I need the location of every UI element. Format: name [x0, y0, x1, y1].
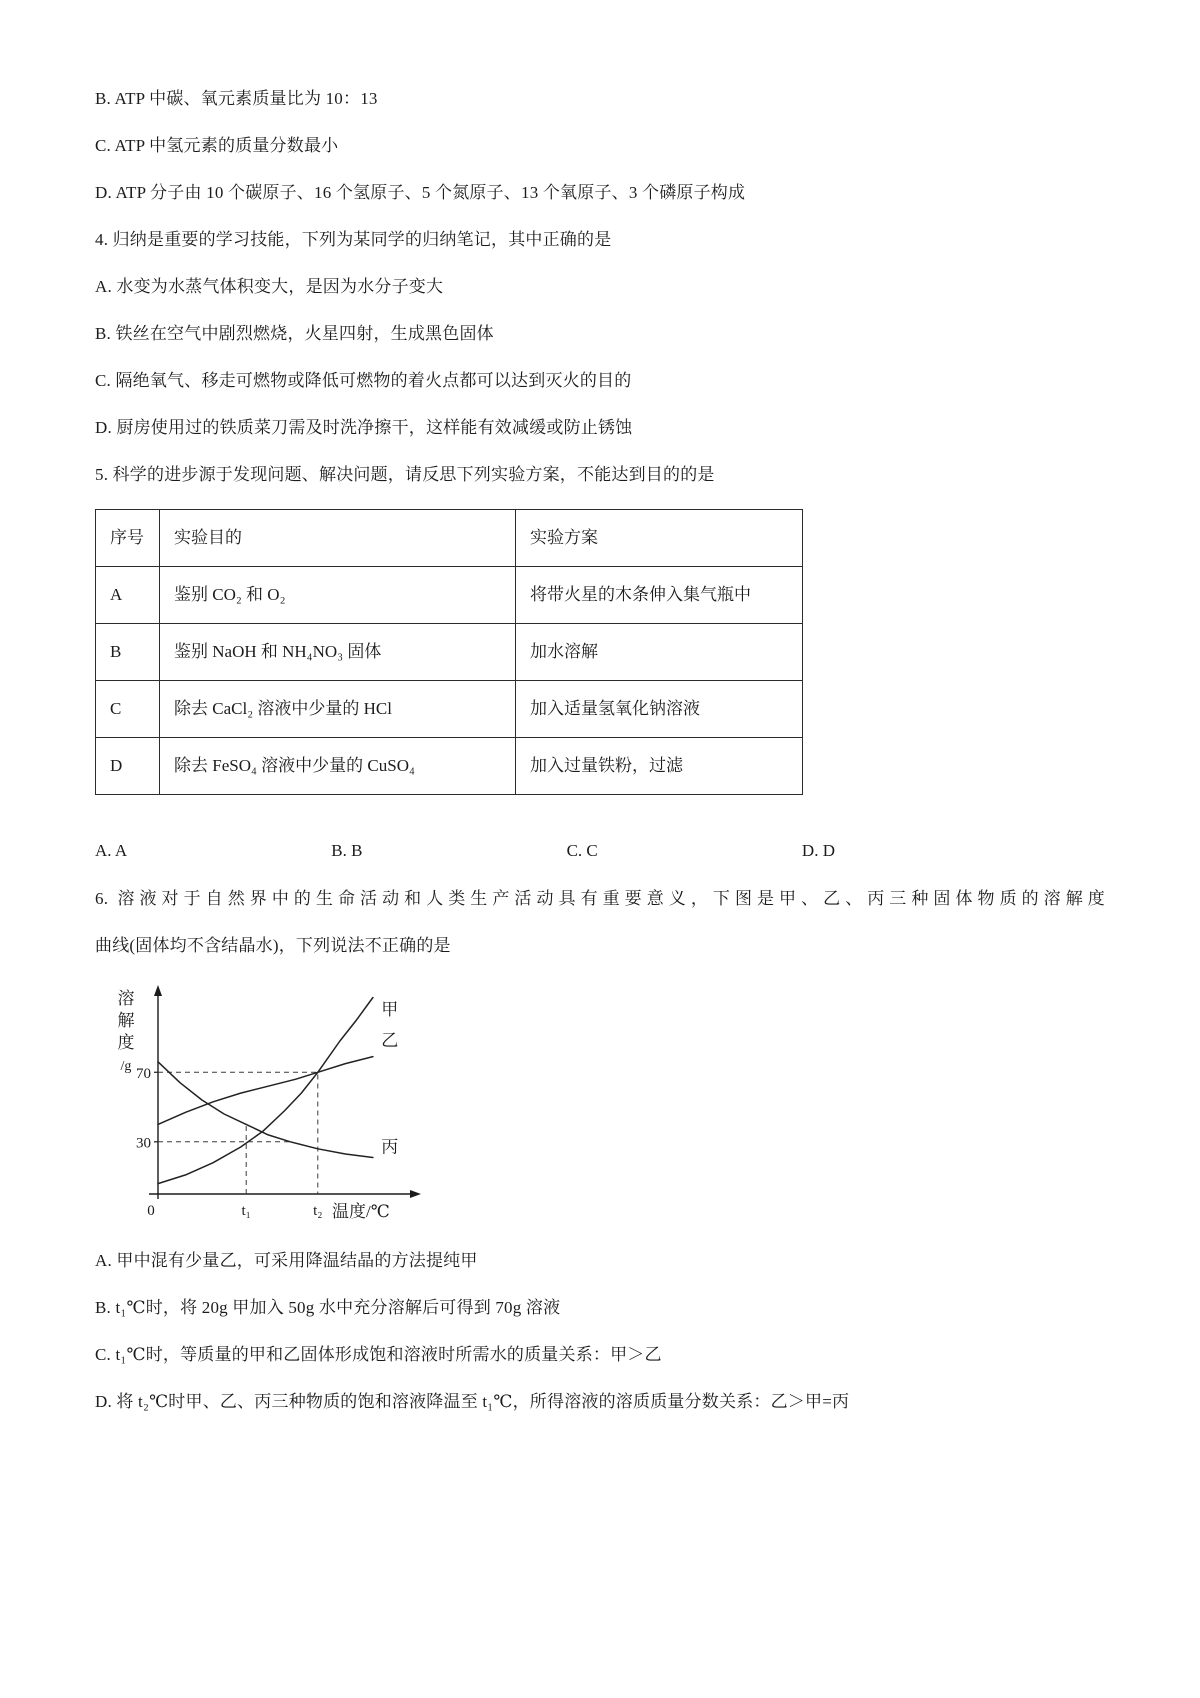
option-line: A. 水变为水蒸气体积变大，是因为水分子变大 — [95, 277, 444, 296]
svg-text:0: 0 — [147, 1203, 155, 1219]
option-line: C. t₁℃时，等质量的甲和乙固体形成饱和溶液时所需水的质量关系：甲＞乙 — [95, 1345, 662, 1364]
option-line: B. 铁丝在空气中剧烈燃烧，火星四射，生成黑色固体 — [95, 324, 494, 343]
table-header-cell: 实验方案 — [516, 510, 803, 567]
table-cell: A — [96, 567, 160, 624]
svg-text:温度/℃: 温度/℃ — [332, 1202, 390, 1221]
table-cell: 将带火星的木条伸入集气瓶中 — [516, 567, 803, 624]
svg-text:丙: 丙 — [381, 1137, 399, 1157]
table-header-cell: 实验目的 — [160, 510, 516, 567]
option-line: A. 甲中混有少量乙，可采用降温结晶的方法提纯甲 — [95, 1251, 478, 1270]
table-cell: C — [96, 681, 160, 738]
svg-text:/g: /g — [120, 1059, 132, 1074]
table-row — [96, 567, 803, 624]
option-line: B. t₁℃时，将 20g 甲加入 50g 水中充分溶解后可得到 70g 溶液 — [95, 1298, 561, 1317]
option-line: D. 将 t₂℃时甲、乙、丙三种物质的饱和溶液降温至 t₁℃，所得溶液的溶质质量分数关系：乙＞甲=丙 — [95, 1392, 850, 1411]
option-line: D. ATP 分子由 10 个碳原子、16 个氢原子、5 个氮原子、13 个氧原子、3 个磷原子构成 — [95, 183, 746, 202]
solubility-chart-figure — [100, 980, 440, 1228]
table-header-row — [96, 510, 803, 567]
answer-choice: A. A — [95, 841, 128, 860]
table-row — [96, 681, 803, 738]
question-6-stem-line-1: 6. 溶液对于自然界中的生命活动和人类生产活动具有重要意义，下图是甲、乙、丙三种固体物质的溶解度 — [95, 889, 1105, 908]
question-4-stem: 4. 归纳是重要的学习技能，下列为某同学的归纳笔记，其中正确的是 — [95, 230, 612, 249]
svg-text:解: 解 — [117, 1011, 135, 1030]
svg-text:乙: 乙 — [381, 1031, 399, 1051]
svg-text:t₂: t₂ — [313, 1203, 323, 1219]
solubility-curve-chart — [100, 980, 436, 1228]
q5-answer-choices — [95, 838, 835, 864]
table-cell: 除去 CaCl₂ 溶液中少量的 HCl — [160, 681, 516, 738]
svg-text:t₁: t₁ — [241, 1203, 251, 1219]
table-header-cell: 序号 — [96, 510, 160, 567]
svg-text:30: 30 — [136, 1135, 151, 1152]
question-6-stem-line-2: 曲线(固体均不含结晶水)，下列说法不正确的是 — [95, 936, 451, 955]
option-line: C. ATP 中氢元素的质量分数最小 — [95, 136, 339, 155]
option-line: D. 厨房使用过的铁质菜刀需及时洗净擦干，这样能有效减缓或防止锈蚀 — [95, 418, 633, 437]
svg-text:度: 度 — [117, 1033, 135, 1052]
table-cell: 加入过量铁粉，过滤 — [516, 738, 803, 795]
table-row — [96, 624, 803, 681]
table-cell: B — [96, 624, 160, 681]
table-row — [96, 738, 803, 795]
q5-experiment-table — [95, 509, 803, 795]
table-cell: 鉴别 NaOH 和 NH₄NO₃ 固体 — [160, 624, 516, 681]
table-cell: 鉴别 CO₂ 和 O₂ — [160, 567, 516, 624]
question-5-stem: 5. 科学的进步源于发现问题、解决问题，请反思下列实验方案，不能达到目的的是 — [95, 465, 715, 484]
table-cell: 加水溶解 — [516, 624, 803, 681]
svg-text:70: 70 — [136, 1065, 151, 1082]
svg-text:甲: 甲 — [381, 999, 399, 1019]
answer-choice: D. D — [801, 841, 835, 860]
option-line: B. ATP 中碳、氧元素质量比为 10：13 — [95, 89, 378, 108]
table-cell: 加入适量氢氧化钠溶液 — [516, 681, 803, 738]
answer-choice: C. C — [566, 841, 598, 860]
answer-choice: B. B — [331, 841, 363, 860]
svg-text:溶: 溶 — [117, 989, 135, 1008]
table-cell: D — [96, 738, 160, 795]
option-line: C. 隔绝氧气、移走可燃物或降低可燃物的着火点都可以达到灭火的目的 — [95, 371, 632, 390]
table-cell: 除去 FeSO₄ 溶液中少量的 CuSO₄ — [160, 738, 516, 795]
